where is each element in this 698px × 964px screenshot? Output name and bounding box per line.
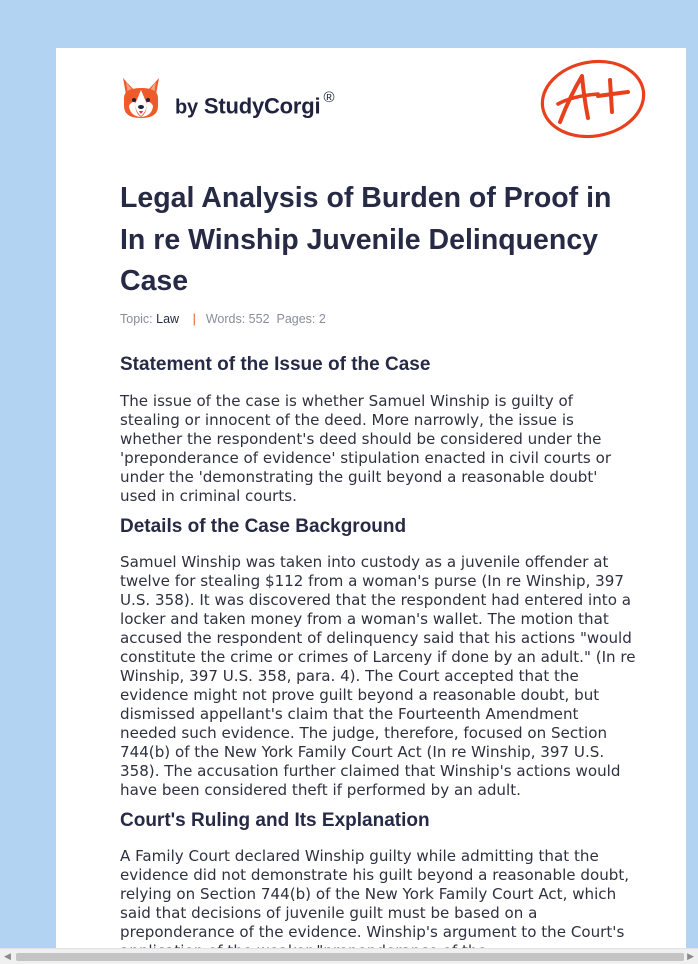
section-paragraph: The issue of the case is whether Samuel Winship is guilty of stealing or innocent of the deed. More narrowly, the issue is whether the respondent's deed should be considered under the 'preponderance of evidence' stipulation enacted in civil courts or under the 'demonstrating the guilt beyond a reasonable doubt' used in criminal courts. bbox=[120, 392, 612, 505]
section-heading: Details of the Case Background bbox=[120, 516, 407, 537]
scroll-left-icon[interactable]: ◀ bbox=[4, 952, 11, 962]
section-heading: Statement of the Issue of the Case bbox=[120, 354, 431, 375]
section-heading: Court's Ruling and Its Explanation bbox=[120, 810, 430, 831]
section-case-background bbox=[120, 515, 636, 800]
section-paragraph: A Family Court declared Winship guilty while admitting that the evidence did not demonstrate his guilt beyond a reasonable doubt, relying on Section 744(b) of the New York Family Court Act, which said that decisions of juvenile guilt must be based on a preponderance of the evidence. Winship's argument to the Court's bbox=[120, 847, 630, 941]
topic-link[interactable]: Law bbox=[156, 312, 180, 326]
logo-by: by bbox=[175, 96, 198, 119]
scrollbar-thumb[interactable] bbox=[16, 953, 684, 961]
document-meta bbox=[120, 312, 326, 326]
logo-text bbox=[175, 89, 335, 119]
scroll-right-icon[interactable]: ▶ bbox=[687, 952, 694, 962]
meta-separator: | bbox=[192, 312, 196, 326]
pages-count: 2 bbox=[318, 312, 326, 326]
document-body bbox=[120, 353, 636, 961]
document-page bbox=[56, 48, 686, 964]
topic-label: Topic: bbox=[120, 312, 153, 326]
words-label: Words: bbox=[205, 312, 246, 326]
section-paragraph: Samuel Winship was taken into custody as a juvenile offender at twelve for stealing $112 from a woman's purse (In re Winship, 397 U.S. 358). It was discovered that the respondent had entered into a locker and taken money from a woman's wallet. The motion that accused the respondent of delinquency said that his actions "would constitute the crime or crimes of Larceny if done by an adult." (In re Winship, 397 U.S. 358, para. 4). The Court accepted that the evidence might not prove guilt beyond a reasonable doubt, but dismissed appellant's claim that the Fourteenth Amendment needed such evidence. The judge, therefore, focused on Section 744(b) of the New York Family Court Act (In re Winship, 397 U.S. 358). The accusation further claimed that Winship's actions would have been considered theft if performed by an adult. bbox=[120, 553, 636, 799]
logo-name: StudyCorgi bbox=[203, 93, 321, 119]
registered-mark: ® bbox=[323, 89, 335, 106]
pages-label: Pages: bbox=[276, 312, 316, 326]
words-count: 552 bbox=[248, 312, 270, 326]
section-court-ruling bbox=[120, 809, 636, 961]
corgi-icon bbox=[120, 76, 162, 122]
studycorgi-logo[interactable] bbox=[120, 76, 370, 126]
horizontal-scrollbar[interactable] bbox=[0, 948, 698, 964]
grade-a-plus-stamp bbox=[538, 58, 648, 140]
section-statement-of-issue bbox=[120, 353, 636, 506]
document-title: Legal Analysis of Burden of Proof in In re Winship Juvenile Delinquency Case bbox=[120, 182, 612, 297]
